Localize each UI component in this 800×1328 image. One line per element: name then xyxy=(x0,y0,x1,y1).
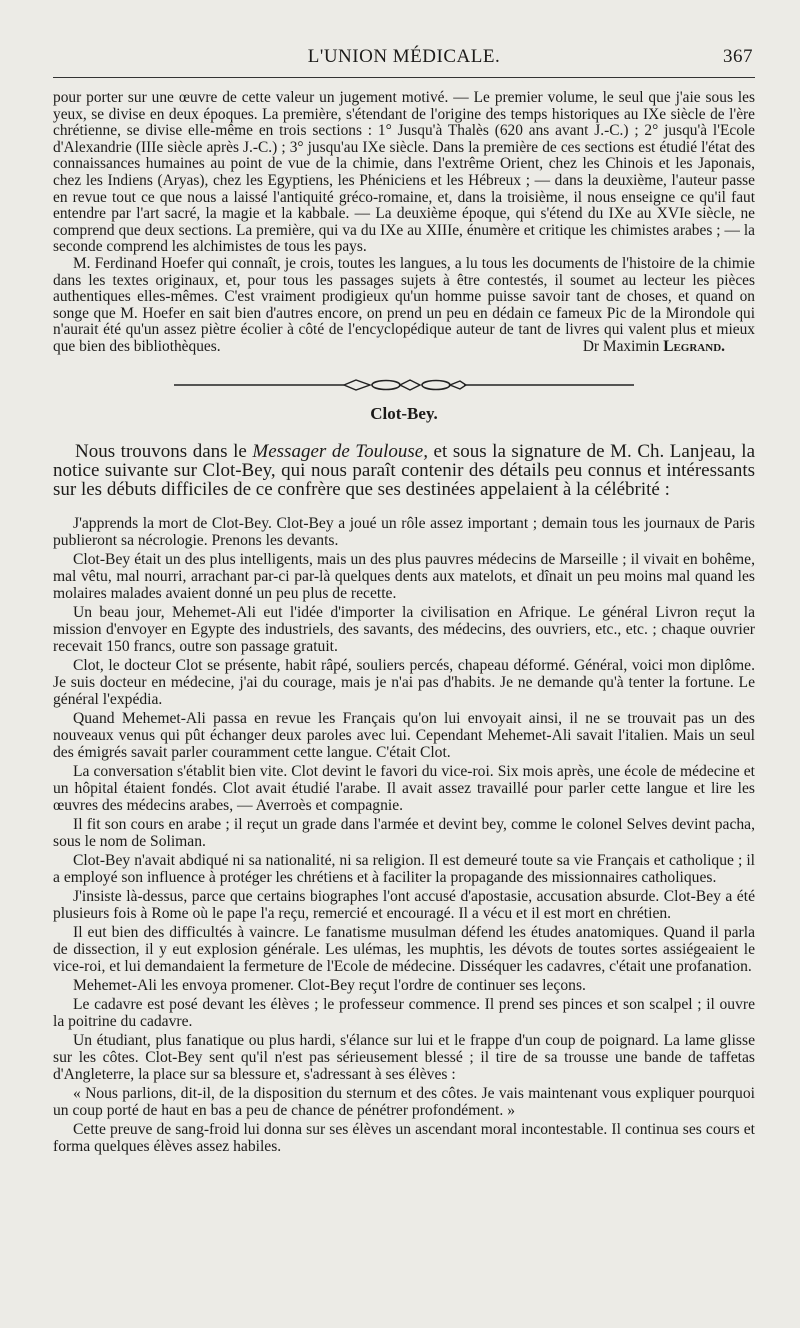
section-intro xyxy=(53,442,755,499)
obituary-paragraph-3: Un beau jour, Mehemet-Ali eut l'idée d'importer la civilisation en Afrique. Le général Livron reçut la mission d'envoyer en Egypte des industriels, des savants, des médecins, des ouvriers, etc., etc. ; chaque ouvrier recevait 150 francs, outre son passage gratuit. xyxy=(53,603,755,655)
running-header xyxy=(53,44,755,74)
review-paragraph-2: M. Ferdinand Hoefer qui connaît, je crois, toutes les langues, a lu tous les documents de l'histoire de la chimie dans les textes originaux, et, pour tous les passages sujets à être contestés, il soumet au lecteur les pièces authentiques elles-mêmes. C'est vraiment prodigieux qu'un homme puisse savoir tant de choses, et quand on songe que M. Hoefer en sait bien d'autres encore, on prend un peu en dédain ce fameux Pic de la Mirondole qui n'aurait été qu'un assez piètre écolier à côté de l'encyclopédique auteur de tant de livres qui valent plus et mieux que bien des bibliothèques. xyxy=(53,254,755,355)
obituary-paragraph-7: Il fit son cours en arabe ; il reçut un grade dans l'armée et devint bey, comme le colonel Selves devint pacha, sous le nom de Soliman. xyxy=(53,815,755,850)
obituary-paragraph-15: Cette preuve de sang-froid lui donna sur ses élèves un ascendant moral incontestable. Il continua ses cours et forma quelques élèves assez habiles. xyxy=(53,1120,755,1155)
obituary-paragraph-8: Clot-Bey n'avait abdiqué ni sa nationalité, ni sa religion. Il est demeuré toute sa vie Français et catholique ; il a employé son influence à protéger les chrétiens et à faciliter la propagande des missionnaires catholiques. xyxy=(53,851,755,886)
review-paragraph-1: pour porter sur une œuvre de cette valeur un jugement motivé. — Le premier volume, le seul que j'aie sous les yeux, se divise en deux époques. La première, s'étendant de l'origine des temps historiques au IXe siècle de l'ère chrétienne, se divise elle-même en trois sections : 1° Jusqu'à Thalès (620 ans avant J.-C.) ; 2° jusqu'à l'Ecole d'Alexandrie (IIIe siècle après J.-C.) ; 3° jusqu'au IXe siècle. Dans la première de ces sections est étudié l'état des connaissances humaines au point de vue de la chimie, dans l'extrême Orient, chez les Chinois et les Japonais, chez les Indiens (Aryas), chez les Egyptiens, les Phéniciens et les Hébreux ; — dans la deuxième, l'auteur passe en revue tout ce que nous a laissé l'antiquité gréco-romaine, et, dans la troisième, il nous enseigne ce qu'il faut entendre par l'art sacré, la magie et la kabbale. — La deuxième époque, qui s'étend du IXe au XVIe siècle, ne comprend que deux sections. La première, qui va du IXe au XIIIe, énumère et critique les chimistes arabes ; — la seconde comprend les alchimistes de tous les pays. xyxy=(53,89,755,256)
obituary-paragraph-14: « Nous parlions, dit-il, de la disposition du sternum et des côtes. Je vais maintenant vous expliquer pourquoi un coup porté de haut en bas a peu de chance de pénétrer profondément. » xyxy=(53,1084,755,1119)
obituary-paragraph-5: Quand Mehemet-Ali passa en revue les Français qu'on lui envoyait ainsi, il ne se trouvait pas un des nouveaux venus qui pût échanger deux paroles avec lui. Cependant Mehemet-Ali savait l'italien. Mais un seul des émigrés savait parler couramment cette langue. C'était Clot. xyxy=(53,709,755,761)
intro-text-end: et sous la signature de M. Ch. Lanjeau, la notice suivante sur Clot-Bey, qui nous paraît contenir des détails peu connus et intéressants sur les débuts difficiles de ce confrère que ses destinées appelaient à la célébrité : xyxy=(53,440,755,500)
obituary-paragraph-9: J'insiste là-dessus, parce que certains biographes l'ont accusé d'apostasie, accusation absurde. Clot-Bey a été plusieurs fois à Rome où le pape l'a reçu, remercié et encouragé. Il a vécu et il est mort en chrétien. xyxy=(53,887,755,922)
obituary-paragraph-10: Il eut bien des difficultés à vaincre. Le fanatisme musulman défend les études anatomiques. Quand il parla de dissection, il y eut explosion générale. Les ulémas, les muphtis, les dévots de toutes sortes assiégeaient le vice-roi, et lui demandaient la fermeture de l'Ecole de médecine. Disséquer les cadavres, c'était une profanation. xyxy=(53,923,755,975)
obituary-paragraph-1: J'apprends la mort de Clot-Bey. Clot-Bey a joué un rôle assez important ; demain tous les journaux de Paris publieront sa nécrologie. Prenons les devants. xyxy=(53,514,755,549)
review-text xyxy=(53,90,755,356)
journal-title: L'UNION MÉDICALE. xyxy=(307,46,501,67)
obituary-paragraph-4: Clot, le docteur Clot se présente, habit râpé, souliers percés, chapeau déformé. Général, voici mon diplôme. Je suis docteur en médecine, j'ai du courage, mais je n'ai pas d'habits. Je ne demande qu'à tenter la fortune. Le général l'expédia. xyxy=(53,656,755,708)
signature-prefix: Dr Maximin xyxy=(582,337,660,355)
journal-name: Messager de Toulouse, xyxy=(252,440,428,462)
obituary-text xyxy=(53,515,755,1155)
obituary-paragraph-12: Le cadavre est posé devant les élèves ; le professeur commence. Il prend ses pinces et son scalpel ; il ouvre la poitrine du cadavre. xyxy=(53,995,755,1030)
obituary-paragraph-13: Un étudiant, plus fanatique ou plus hardi, s'élance sur lui et le frappe d'un coup de poignard. La lame glisse sur les côtes. Clot-Bey sent qu'il n'est pas sérieusement blessé ; il tire de sa trousse une bande de taffetas d'Angleterre, la place sur sa blessure et, s'adressant à ses élèves : xyxy=(53,1031,755,1083)
intro-text-start: Nous trouvons dans le xyxy=(75,440,253,462)
obituary-paragraph-11: Mehemet-Ali les envoya promener. Clot-Bey reçut l'ordre de continuer ses leçons. xyxy=(73,976,586,994)
header-rule xyxy=(53,77,755,78)
obituary-paragraph-6: La conversation s'établit bien vite. Clot devint le favori du vice-roi. Six mois après, une école de médecine et un hôpital étaient fondés. Clot avait étudié l'arabe. Il avait assez travaillé pour parler cette langue et lire les œuvres des médecins arabes, — Averroès et compagnie. xyxy=(53,762,755,814)
section-title: Clot-Bey. xyxy=(370,403,438,423)
signature-name: Legrand. xyxy=(663,337,725,355)
page-number: 367 xyxy=(723,46,753,67)
ornamental-divider xyxy=(174,378,634,392)
obituary-paragraph-2: Clot-Bey était un des plus intelligents, mais un des plus pauvres médecins de Marseille ; il vivait en bohême, mal vêtu, mal nourri, arrachant par-ci par-là quelques dents aux matelots, et dînait un peu moins mal quand les molaires malades avaient donné un peu plus de recette. xyxy=(53,550,755,602)
